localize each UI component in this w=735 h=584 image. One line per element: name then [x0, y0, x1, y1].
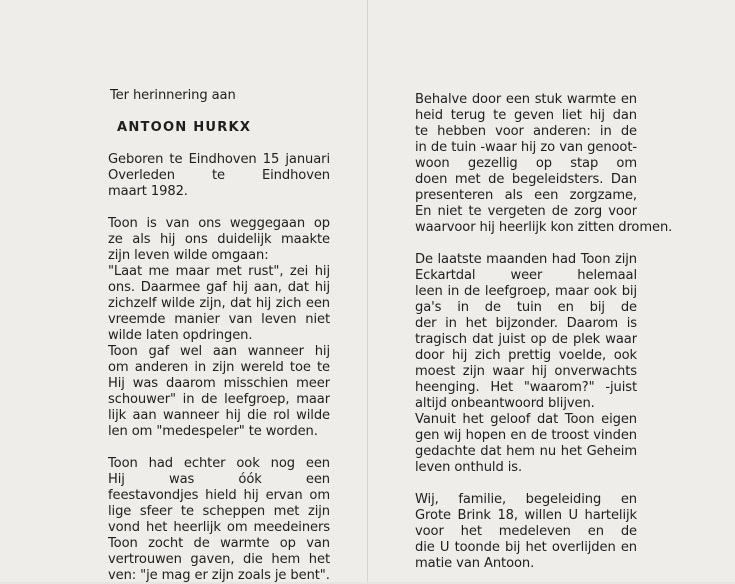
left-column — [108, 88, 330, 584]
text-line: vond het heerlijk om meedeiners — [108, 520, 330, 535]
header-text: Ter herinnering aan — [110, 88, 236, 103]
paragraph — [415, 92, 673, 236]
text-line: te hebben voor anderen: in de — [415, 124, 637, 139]
deceased-name: ANTOON HURKX — [117, 120, 252, 135]
card-fold — [367, 0, 368, 582]
text-line: Behalve door een stuk warmte en — [415, 92, 637, 107]
text-line: ons. Daarmee gaf hij aan, dat hij — [108, 280, 330, 295]
text-line: tragisch dat juist op de plek waar — [415, 332, 637, 347]
text-line: ze als hij ons duidelijk maakte — [108, 232, 330, 247]
text-line: Vanuit het geloof dat Toon eigen — [415, 412, 637, 427]
text-line: gedachte dat hem nu het Geheim — [415, 444, 637, 459]
text-line: waarvoor hij heerlijk kon zitten dromen. — [415, 220, 673, 235]
text-line: vreemde manier van leven niet — [108, 312, 330, 327]
text-line: gen wij hopen en de troost vinden — [415, 428, 637, 443]
right-column — [415, 92, 673, 572]
spacer — [415, 236, 637, 252]
text-line: len om "medespeler" te worden. — [108, 424, 318, 439]
spacer — [415, 476, 637, 492]
text-line: zijn leven wilde omgaan: — [108, 248, 269, 263]
text-line: presenteren als een zorgzame, — [415, 188, 637, 203]
paragraph — [415, 492, 637, 572]
text-line: leen in de leefgroep, maar ook bij — [415, 284, 637, 299]
text-line: Wij, familie, begeleiding en — [415, 492, 637, 507]
text-line: wilde laten opdringen. — [108, 328, 253, 343]
text-line: Toon had echter ook nog een — [108, 456, 330, 471]
text-line: feestavondjes hield hij ervan om — [108, 488, 330, 503]
text-line: Eckartdal weer helemaal — [415, 268, 637, 283]
text-line: door hij zich prettig voelde, ook — [415, 348, 637, 363]
text-line: om anderen in zijn wereld toe te — [108, 360, 330, 375]
text-line: heid terug te geven liet hij dan — [415, 108, 637, 123]
paragraph — [415, 252, 637, 476]
paragraph — [108, 456, 330, 584]
text-line: heenging. Het "waarom?" -juist — [415, 380, 637, 395]
spacer — [108, 440, 330, 456]
text-line: Toon gaf wel aan wanneer hij — [108, 344, 330, 359]
text-line: Geboren te Eindhoven 15 januari — [108, 152, 330, 167]
text-line: Toon is van ons weggegaan op — [108, 216, 330, 231]
text-line: "Laat me maar met rust", zei hij — [108, 264, 330, 279]
spacer — [108, 200, 330, 216]
text-line: Overleden te Eindhoven — [108, 168, 330, 183]
text-line: Toon zocht de warmte op van — [108, 536, 330, 551]
paragraph — [108, 216, 330, 440]
birth-death-info — [108, 152, 330, 200]
text-line: Hij was óók een — [108, 472, 330, 487]
text-line: doen met de begeleidsters. Dan — [415, 172, 637, 187]
text-line: Hij was daarom misschien meer — [108, 376, 330, 391]
text-line: lige sfeer te scheppen met zijn — [108, 504, 330, 519]
text-line: schouwer" in de leefgroep, maar — [108, 392, 330, 407]
text-line: zichzelf wilde zijn, dat hij zich een — [108, 296, 330, 311]
text-line: De laatste maanden had Toon zijn — [415, 252, 637, 267]
text-line: der in het bijzonder. Daarom is — [415, 316, 637, 331]
text-line: En niet te vergeten de zorg voor — [415, 204, 637, 219]
text-line: voor het medeleven en de — [415, 524, 637, 539]
text-line: matie van Antoon. — [415, 556, 535, 571]
spacer — [108, 136, 330, 152]
text-line: Grote Brink 18, willen U hartelijk — [415, 508, 637, 523]
text-line: in de tuin -waar hij zo van genoot- — [415, 140, 637, 155]
text-line: vertrouwen gaven, die hem het — [108, 552, 330, 567]
text-line: ga's in de tuin en bij de — [415, 300, 637, 315]
text-line: altijd onbeantwoord blijven. — [415, 396, 595, 411]
text-line: woon gezellig op stap om — [415, 156, 637, 171]
text-line: leven onthuld is. — [415, 460, 523, 475]
text-line: maart 1982. — [108, 184, 188, 199]
text-line: moest zijn waar hij onverwachts — [415, 364, 637, 379]
text-line: ven: "je mag er zijn zoals je bent". — [108, 568, 330, 583]
spacer — [108, 104, 330, 120]
text-line: lijk aan wanneer hij die rol wilde — [108, 408, 330, 423]
text-line: die U toonde bij het overlijden en — [415, 540, 637, 555]
